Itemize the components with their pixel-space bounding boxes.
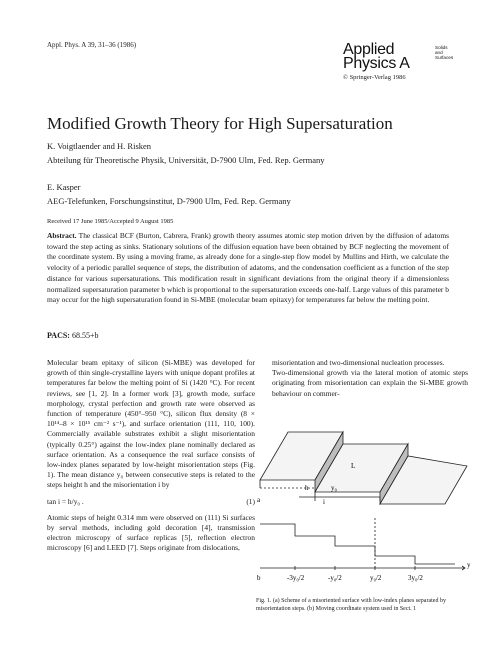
equation-text: tan i = h/y₀ . [47,496,84,506]
logo-line-2: Physics A [343,55,410,72]
figure-label-h: h [305,484,309,492]
pacs-line [47,331,98,340]
pacs-label: PACS: [47,331,70,340]
author-line-2: E. Kasper [47,182,81,192]
author-line-1: K. Voigtlaender and H. Risken [47,141,152,151]
logo-subtitle: Solids and Surfaces [435,45,454,60]
pacs-value: 68.55+b [71,331,99,340]
journal-logo [343,41,458,81]
figure-1b-coordinates [260,518,465,570]
abstract-text: The classical BCF (Burton, Cabrera, Frank) growth theory assumes atomic step motion driven by the diffusion of adatoms toward the step acting as sinks. Stationary solutions of the diffusion equation have been obtained by BCF neglecting the movement of the coordinate system. By using a moving frame, as already done for a single-step flow model by Mullins and Hirth, we calculate the velocity of a periodic parallel sequence of steps, the distribution of adatoms, and the condensation coefficient as a function of the step distance for various supersaturations. This modification result in significant deviations from the original theory if a dimensionless normalized supersaturation parameter b which is proportional to the supersaturation exceeds one-half. Large values of this parameter b may occur for the high supersaturation found in Si-MBE (molecular beam epitaxy) for temperatures far below the melting point. [47,231,449,305]
copyright-notice: © Springer-Verlag 1986 [343,74,406,81]
paragraph: misorientation and two-dimensional nucleation processes. [272,358,445,367]
tick-label: -3y₀/2 [287,574,305,582]
paragraph: Atomic steps of height 0.314 mm were observed on (111) Si surfaces by serval methods, including gold decoration [4], transmission electron microscopy of surface replicas [5], reflection electron microscopy [6] and LEED [7]. Steps originate from dislocations, [47,512,255,553]
tick-label: y₀/2 [370,574,382,582]
article-title: Modified Growth Theory for High Supersaturation [47,114,393,133]
abstract [47,231,449,306]
body-column-left [47,358,255,554]
affiliation-2: AEG-Telefunken, Forschungsinstitut, D-7900 Ulm, Fed. Rep. Germany [47,196,291,206]
figure-label-b: b [257,574,261,582]
affiliation-1: Abteilung für Theoretische Physik, Universität, D-7900 Ulm, Fed. Rep. Germany [47,155,325,165]
axis-label-y: y [467,561,471,569]
figure-1a-steps [260,432,467,504]
figure-1 [255,418,475,593]
figure-label-a: a [257,496,261,504]
journal-reference: Appl. Phys. A 39, 31–36 (1986) [47,41,137,49]
logo-line-1: Applied [343,41,395,58]
figure-label-i: i [323,498,325,506]
received-dates: Received 17 June 1985/Accepted 9 August 1985 [47,218,174,225]
equation-1 [47,497,255,507]
paragraph: Molecular beam epitaxy of silicon (Si-MBE) was developed for growth of thin single-crystalline layers with unique dopant profiles at temperatures far below the melting point of Si (1420 °C). For recent reviews, see [1, 2]. In a former work [3], growth mode, surface morphology, crystal perfection and growth rate were observed as function of temperature (450°–950 °C), silicon flux density (8 × 10¹⁴–8 × 10¹⁵ cm⁻² s⁻¹), and surface orientation (111, 110, 100). Commercially available substrates exhibit a slight misorientation (typically 0.25°) against the low-index plane nominally declared as surface orientation. As a consequence the real surface consists of low-index planes separated by low-height misorientation steps (Fig. 1). The mean distance y₀ between consecutive steps is related to the steps height h and the misorientation i by [47,358,255,490]
abstract-label: Abstract. [47,231,77,240]
figure-label-L: L [351,462,356,470]
figure-label-y0: y₀ [331,484,337,492]
tick-label: 3y₀/2 [408,574,423,582]
paragraph: Two-dimensional growth via the lateral motion of atomic steps originating from misorientation can explain the Si-MBE growth behaviour on commer- [272,368,468,398]
tick-label: -y₀/2 [328,574,342,582]
equation-number: (1) [246,496,255,506]
figure-caption: Fig. 1. (a) Scheme of a misoriented surface with low-index planes separated by misorientation steps. (b) Moving coordinate system used in Sect. 1 [256,598,446,612]
body-column-right [272,358,468,399]
